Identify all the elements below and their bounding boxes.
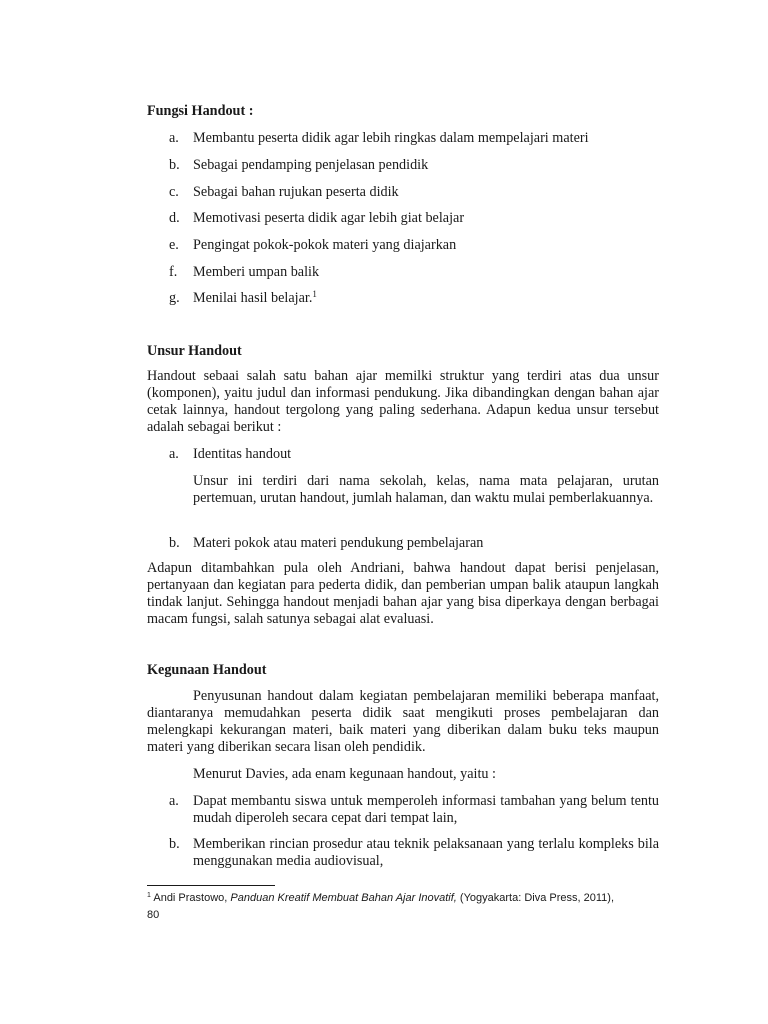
paragraph-unsur-closing: Adapun ditambahkan pula oleh Andriani, bahwa handout dapat berisi penjelasan, pertanyaan dan kegiatan para pederta didik, dan pemberian umpan balik ataupun langkah tindak lanjut. Sehingga handout menjadi bahan ajar yang bisa diperkaya dengan berbagai macam fungsi, salah satunya sebagai alat evaluasi. xyxy=(147,560,659,627)
heading-unsur-handout: Unsur Handout xyxy=(147,343,242,359)
list-label: a. xyxy=(169,130,179,146)
footnote-number: 1 xyxy=(147,892,151,899)
list-label: a. xyxy=(169,793,179,809)
list-text-content: Menilai hasil belajar. xyxy=(193,290,313,306)
list-text: Identitas handout xyxy=(193,446,292,462)
footnote-page: 80 xyxy=(147,909,160,921)
list-text xyxy=(193,290,659,307)
footnote-title: Panduan Kreatif Membuat Bahan Ajar Inovatif, xyxy=(230,892,457,904)
paragraph-kegunaan-2: Menurut Davies, ada enam kegunaan handout, yaitu : xyxy=(193,766,496,782)
list-label: c. xyxy=(169,184,179,200)
list-text: Sebagai pendamping penjelasan pendidik xyxy=(193,157,429,173)
list-text: Dapat membantu siswa untuk memperoleh informasi tambahan yang belum tentu mudah diperoleh secara cepat dari tempat lain, xyxy=(193,793,659,826)
footnote-ref[interactable]: 1 xyxy=(312,289,317,299)
list-text: Sebagai bahan rujukan peserta didik xyxy=(193,184,399,200)
list-label: g. xyxy=(169,290,180,306)
footnote-author: Andi Prastowo, xyxy=(153,892,228,904)
list-label: f. xyxy=(169,264,178,280)
list-label: e. xyxy=(169,237,179,253)
list-label: b. xyxy=(169,836,180,852)
footnote-publisher: (Yogyakarta: Diva Press, 2011), xyxy=(459,892,614,904)
list-text: Membantu peserta didik agar lebih ringkas dalam mempelajari materi xyxy=(193,130,589,146)
list-label: b. xyxy=(169,535,180,551)
list-text: Memotivasi peserta didik agar lebih giat belajar xyxy=(193,210,465,226)
list-label: a. xyxy=(169,446,179,462)
list-label: b. xyxy=(169,157,180,173)
footnote-separator xyxy=(147,885,275,886)
paragraph-identitas-desc: Unsur ini terdiri dari nama sekolah, kelas, nama mata pelajaran, urutan pertemuan, urutan handout, jumlah halaman, dan waktu mulai pemberlakuannya. xyxy=(193,473,659,506)
heading-fungsi-handout: Fungsi Handout : xyxy=(147,103,254,119)
list-text: Pengingat pokok-pokok materi yang diajarkan xyxy=(193,237,457,253)
paragraph-kegunaan-1: Penyusunan handout dalam kegiatan pembelajaran memiliki beberapa manfaat, diantaranya memudahkan peserta didik saat mengikuti proses pembelajaran dan melengkapi kekurangan materi, baik materi yang diberikan dalam buku teks maupun materi yang diberikan secara lisan oleh pendidik. xyxy=(147,688,659,755)
list-text: Memberi umpan balik xyxy=(193,264,320,280)
list-label: d. xyxy=(169,210,180,226)
footnote xyxy=(147,890,659,924)
heading-kegunaan-handout: Kegunaan Handout xyxy=(147,662,267,678)
list-text: Materi pokok atau materi pendukung pembelajaran xyxy=(193,535,484,551)
paragraph-unsur-intro: Handout sebaai salah satu bahan ajar memilki struktur yang terdiri atas dua unsur (komponen), yaitu judul dan informasi pendukung. Jika dibandingkan dengan bahan ajar cetak lainnya, handout tergolong yang paling sederhana. Adapun kedua unsur tersebut adalah sebagai berikut : xyxy=(147,368,659,435)
list-text: Memberikan rincian prosedur atau teknik pelaksanaan yang terlalu kompleks bila menggunakan media audiovisual, xyxy=(193,836,659,869)
